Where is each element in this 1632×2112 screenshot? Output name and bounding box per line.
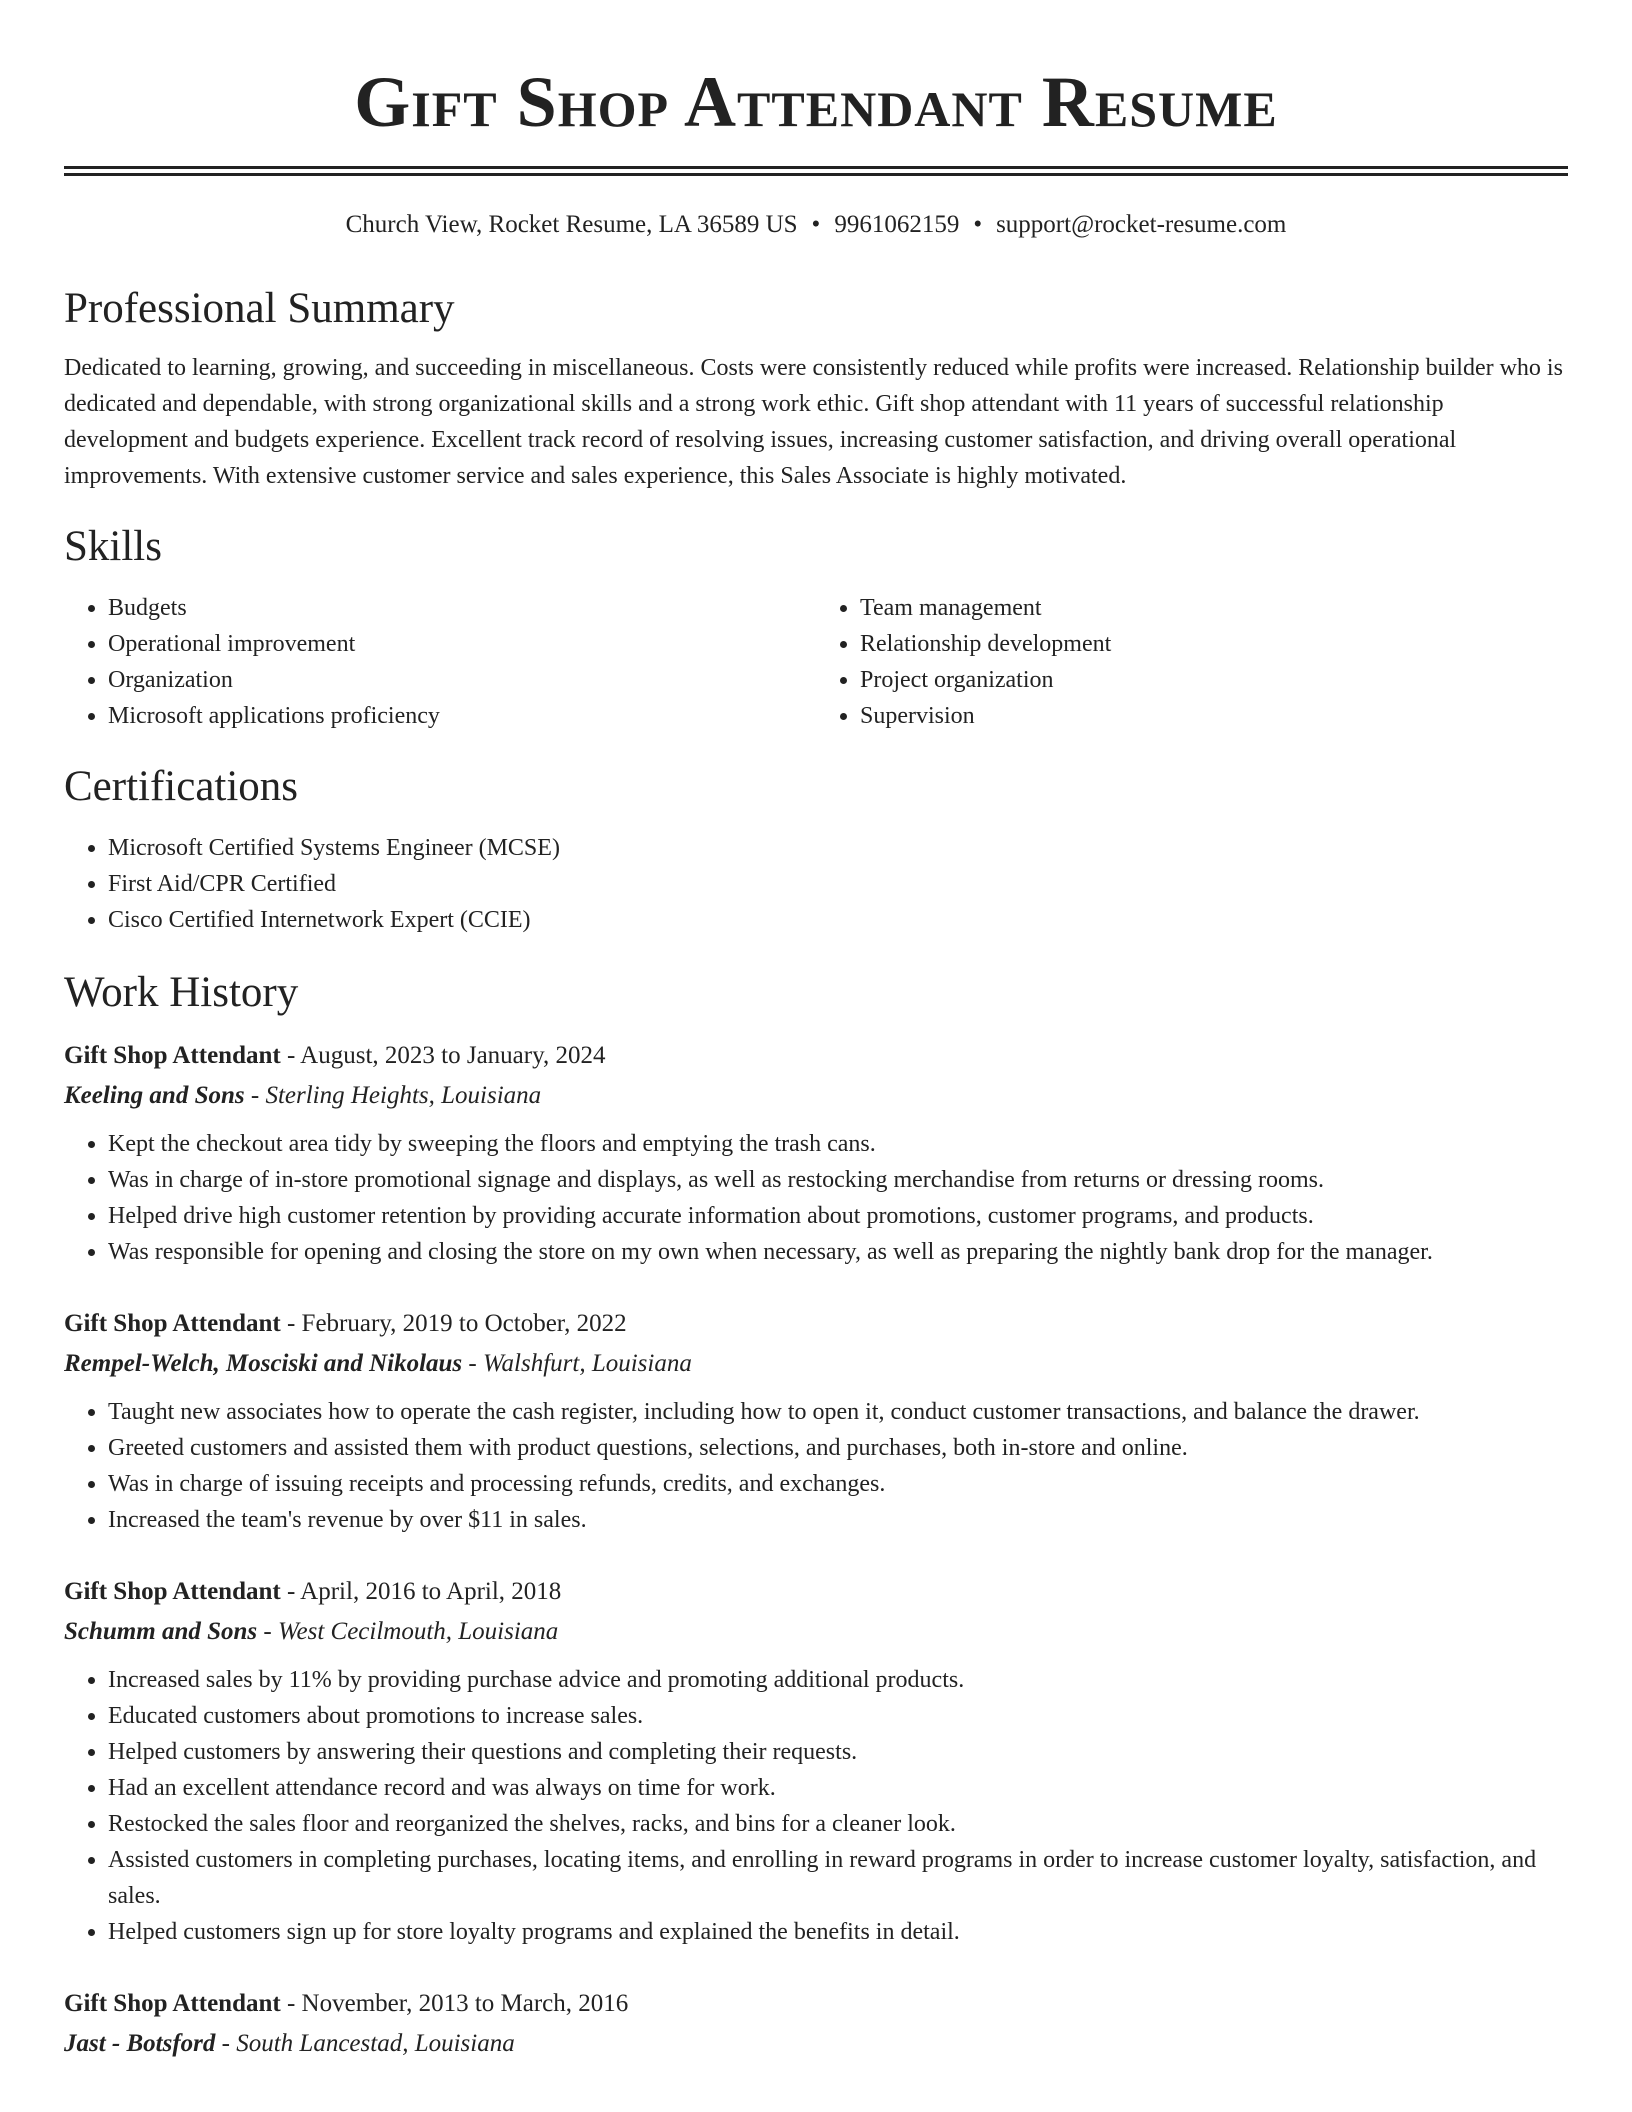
job-dates: November, 2013 to March, 2016 — [301, 1990, 629, 2017]
job-duties — [64, 1662, 1568, 1950]
skill-item: • Budgets — [108, 590, 816, 626]
job-duty: • Helped drive high customer retention by providing accurate information about promotions, customer programs, and products. — [108, 1198, 1568, 1234]
certification-item: • First Aid/CPR Certified — [108, 866, 1568, 902]
work-history-section — [64, 968, 1568, 2064]
certifications-section — [64, 762, 1568, 938]
job-entry — [64, 1304, 1568, 1538]
skill-item: • Relationship development — [860, 626, 1568, 662]
job-duty: • Increased the team's revenue by over $11 in sales. — [108, 1502, 1568, 1538]
company-name: Schumm and Sons — [64, 1618, 258, 1645]
job-duty: • Had an excellent attendance record and was always on time for work. — [108, 1770, 1568, 1806]
job-duty: • Restocked the sales floor and reorganized the shelves, racks, and bins for a cleaner look. — [108, 1806, 1568, 1842]
contact-phone: 9961062159 — [834, 211, 960, 238]
job-duty: • Kept the checkout area tidy by sweeping the floors and emptying the trash cans. — [108, 1126, 1568, 1162]
skill-item: • Team management — [860, 590, 1568, 626]
company-name: Jast - Botsford — [64, 2030, 216, 2057]
job-duty: • Was responsible for opening and closing the store on my own when necessary, as well as preparing the nightly bank drop for the manager. — [108, 1234, 1568, 1270]
job-dates: February, 2019 to October, 2022 — [301, 1310, 627, 1337]
job-duty: • Increased sales by 11% by providing purchase advice and promoting additional products. — [108, 1662, 1568, 1698]
job-header: Gift Shop Attendant - August, 2023 to January, 2024 — [64, 1042, 606, 1069]
skill-item: • Microsoft applications proficiency — [108, 698, 816, 734]
job-title: Gift Shop Attendant — [64, 1578, 281, 1605]
skill-item: • Project organization — [860, 662, 1568, 698]
contact-address: Church View, Rocket Resume, LA 36589 US — [345, 211, 798, 238]
job-header: Gift Shop Attendant - November, 2013 to March, 2016 — [64, 1990, 629, 2017]
certification-item: • Microsoft Certified Systems Engineer (MCSE) — [108, 830, 1568, 866]
job-title: Gift Shop Attendant — [64, 1310, 281, 1337]
job-duty: • Was in charge of issuing receipts and processing refunds, credits, and exchanges. — [108, 1466, 1568, 1502]
company-line: Keeling and Sons - Sterling Heights, Louisiana — [64, 1082, 542, 1109]
work-history-heading: Work History — [64, 969, 299, 1016]
job-duty: • Helped customers sign up for store loyalty programs and explained the benefits in detail. — [108, 1914, 1568, 1950]
summary-section — [64, 284, 1568, 494]
summary-heading: Professional Summary — [64, 285, 455, 332]
company-location: West Cecilmouth, Louisiana — [277, 1618, 559, 1645]
job-header: Gift Shop Attendant - April, 2016 to April, 2018 — [64, 1578, 562, 1605]
job-duty: • Greeted customers and assisted them with product questions, selections, and purchases, both in-store and online. — [108, 1430, 1568, 1466]
job-duties — [64, 1394, 1568, 1538]
company-line: Schumm and Sons - West Cecilmouth, Louisiana — [64, 1618, 559, 1645]
contact-line — [64, 210, 1568, 240]
job-duty: • Assisted customers in completing purchases, locating items, and enrolling in reward programs in order to increase customer loyalty, satisfaction, and sales. — [108, 1842, 1568, 1914]
job-duty: • Helped customers by answering their questions and completing their requests. — [108, 1734, 1568, 1770]
job-entry — [64, 1572, 1568, 1950]
company-line: Jast - Botsford - South Lancestad, Louisiana — [64, 2030, 515, 2057]
job-dates: April, 2016 to April, 2018 — [300, 1578, 562, 1605]
job-entry — [64, 1984, 1568, 2064]
title-double-rule — [64, 166, 1568, 176]
certifications-list — [64, 830, 1568, 938]
job-duty: • Educated customers about promotions to increase sales. — [108, 1698, 1568, 1734]
contact-separator: • — [811, 211, 821, 238]
skills-columns — [64, 590, 1568, 734]
contact-separator: • — [973, 211, 983, 238]
contact-email: support@rocket-resume.com — [996, 211, 1287, 238]
job-entry — [64, 1036, 1568, 1270]
job-header: Gift Shop Attendant - February, 2019 to October, 2022 — [64, 1310, 627, 1337]
job-duty: • Was in charge of in-store promotional signage and displays, as well as restocking merchandise from returns or dressing rooms. — [108, 1162, 1568, 1198]
company-name: Rempel-Welch, Mosciski and Nikolaus — [64, 1350, 463, 1377]
company-location: South Lancestad, Louisiana — [236, 2030, 515, 2057]
job-duty: • Taught new associates how to operate the cash register, including how to open it, conduct customer transactions, and balance the drawer. — [108, 1394, 1568, 1430]
job-dates: August, 2023 to January, 2024 — [300, 1042, 606, 1069]
certifications-heading: Certifications — [64, 763, 299, 810]
resume-title: Gift Shop Attendant Resume — [354, 62, 1278, 142]
skill-item: • Operational improvement — [108, 626, 816, 662]
company-name: Keeling and Sons — [64, 1082, 245, 1109]
skills-list-right — [816, 590, 1568, 734]
skills-list-left — [64, 590, 816, 734]
skills-heading: Skills — [64, 523, 162, 570]
skill-item: • Organization — [108, 662, 816, 698]
skill-item: • Supervision — [860, 698, 1568, 734]
job-title: Gift Shop Attendant — [64, 1042, 281, 1069]
summary-text: Dedicated to learning, growing, and succeeding in miscellaneous. Costs were consistently reduced while profits were increased. Relationship builder who is dedicated and dependable, with strong organizational skills and a strong work ethic. Gift shop attendant with 11 years of successful relationship development and budgets experience. Excellent track record of resolving issues, increasing customer satisfaction, and driving overall operational improvements. With extensive customer service and sales experience, this Sales Associate is highly motivated. — [64, 355, 1563, 489]
company-location: Sterling Heights, Louisiana — [265, 1082, 542, 1109]
company-line: Rempel-Welch, Mosciski and Nikolaus - Walshfurt, Louisiana — [64, 1350, 692, 1377]
job-duties — [64, 1126, 1568, 1270]
job-title: Gift Shop Attendant — [64, 1990, 281, 2017]
skills-section — [64, 522, 1568, 734]
company-location: Walshfurt, Louisiana — [483, 1350, 692, 1377]
certification-item: • Cisco Certified Internetwork Expert (CCIE) — [108, 902, 1568, 938]
